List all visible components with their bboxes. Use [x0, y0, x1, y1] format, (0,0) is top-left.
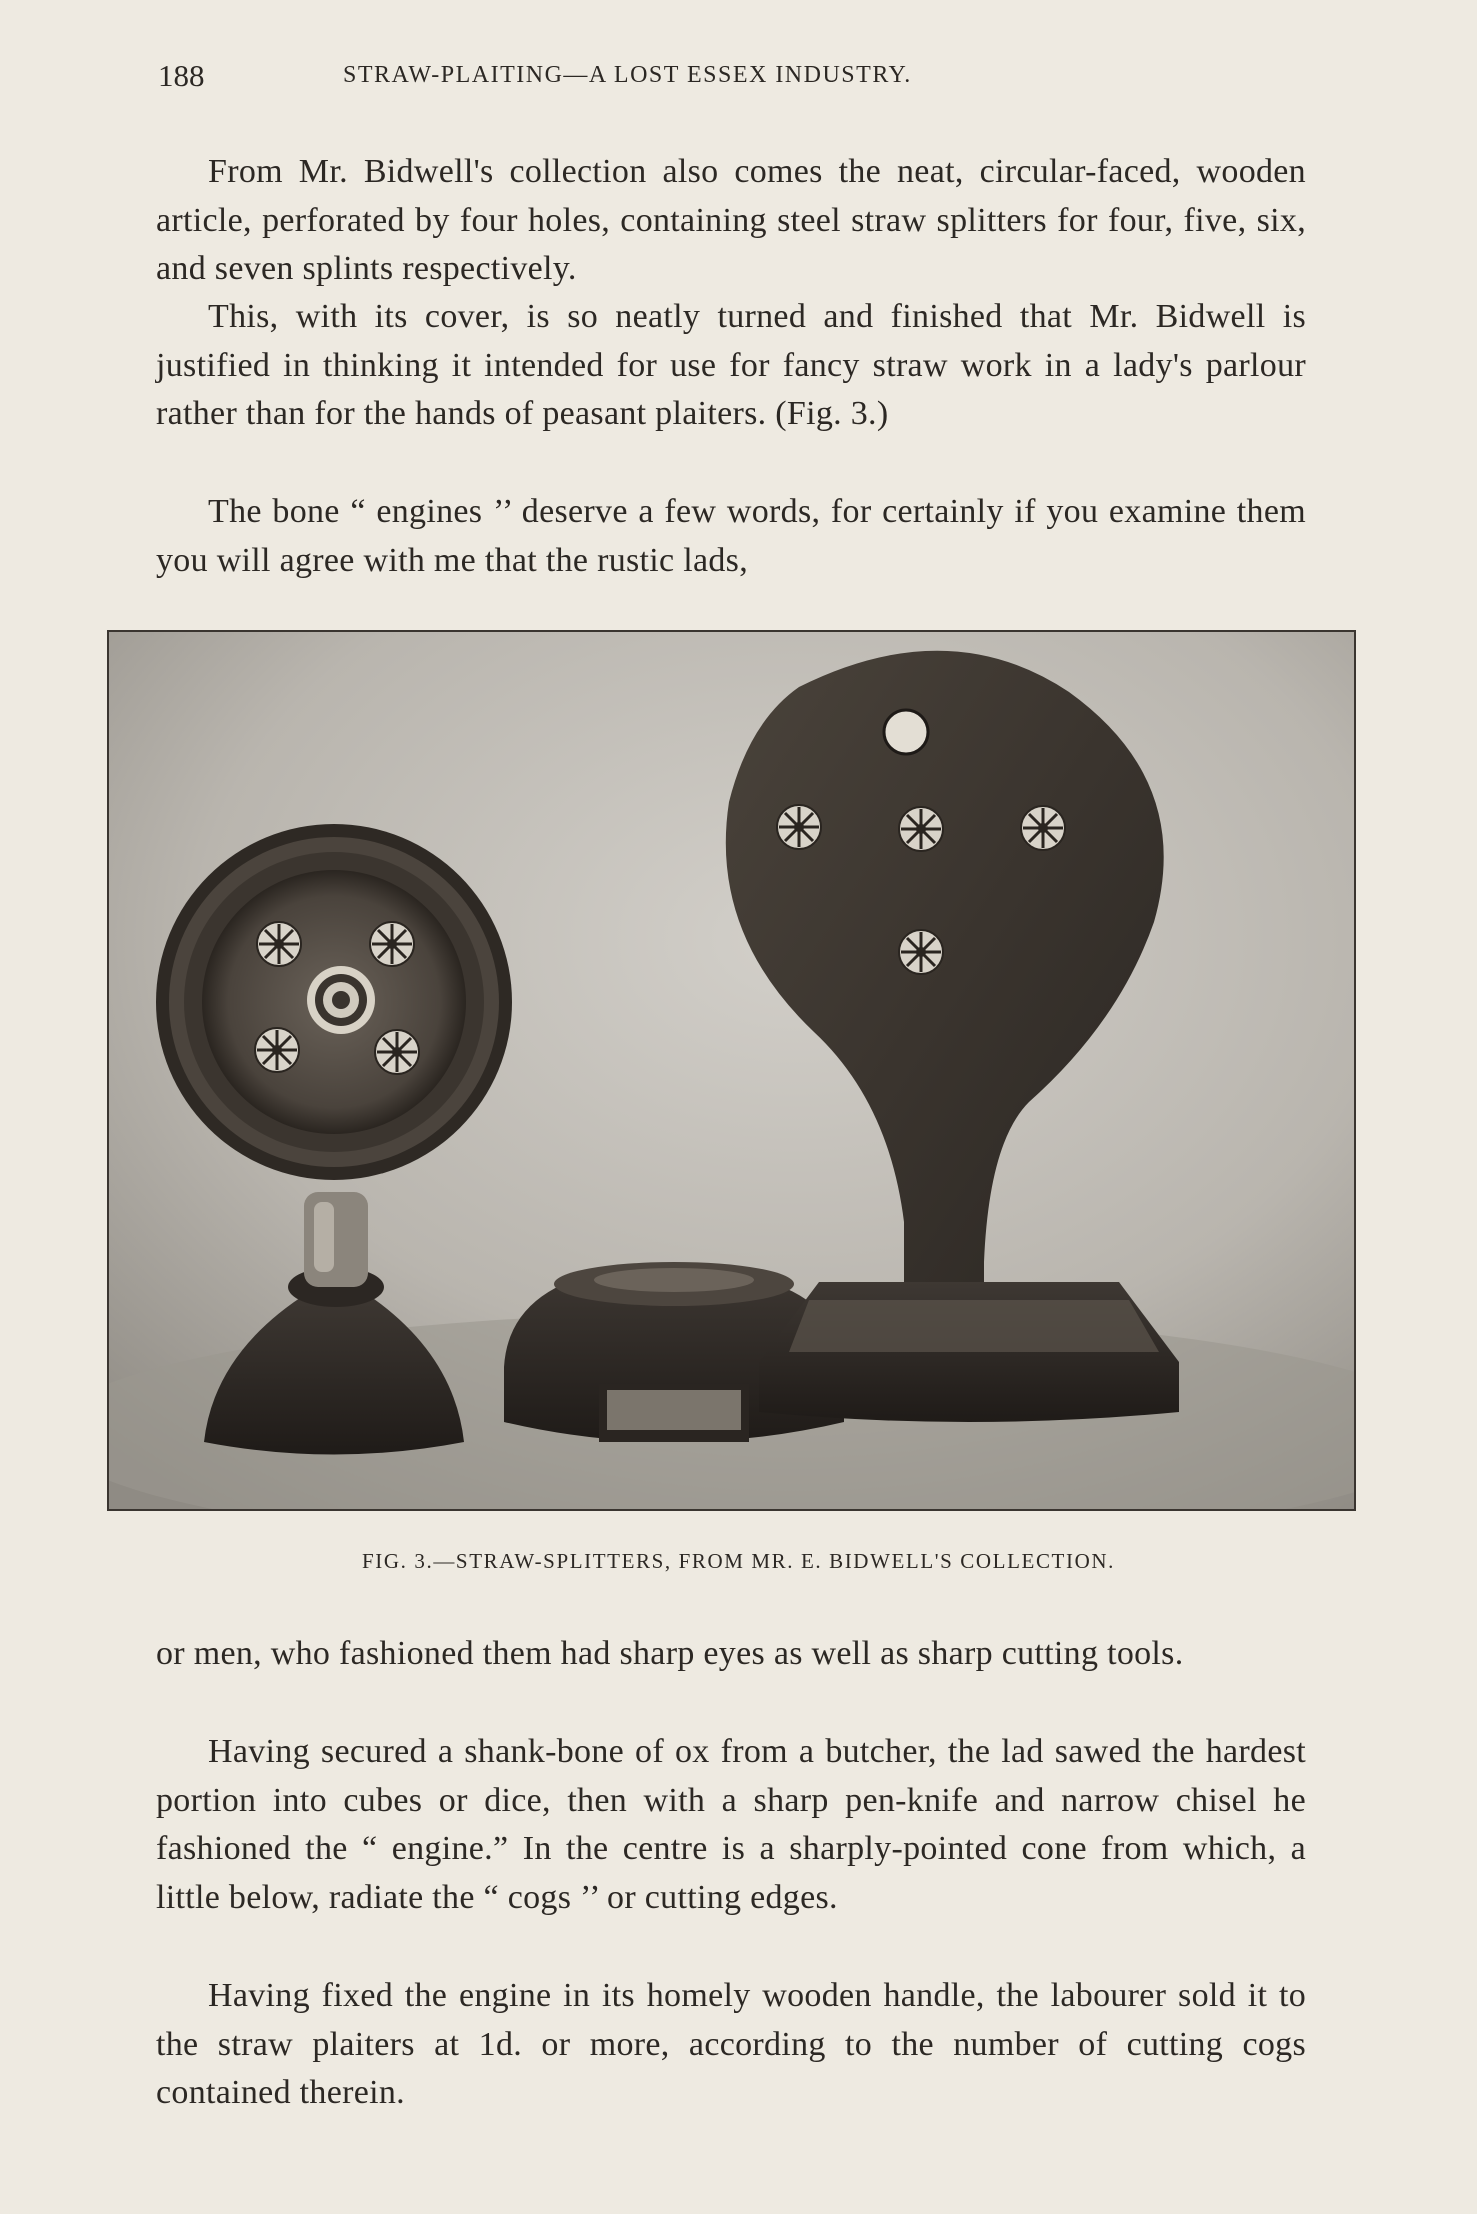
figure-photograph: [107, 630, 1356, 1511]
paragraph: From Mr. Bidwell's collection also comes the neat, circular-faced, wooden article, perforated by four holes, containing steel straw splitters for four, five, six, and seven splints respectively.: [156, 153, 1306, 287]
paragraph: Having secured a shank-bone of ox from a butcher, the lad sawed the hardest portion into cubes or dice, then with a sharp pen-knife and narrow chisel he fashioned the “ engine.” In the centre is a sharply-pointed cone from which, a little below, radiate the “ cogs ’’ or cutting edges.: [156, 1733, 1306, 1916]
straw-splitters-photo: [109, 632, 1354, 1509]
paragraph: This, with its cover, is so neatly turned and finished that Mr. Bidwell is justified in thinking it intended for use for fancy straw work in a lady's parlour rather than for the hands of peasant plaiters. (Fig. 3.): [156, 298, 1306, 432]
running-title: STRAW-PLAITING—A LOST ESSEX INDUSTRY.: [343, 62, 912, 88]
figure-caption: FIG. 3.—STRAW-SPLITTERS, FROM MR. E. BIDWELL'S COLLECTION.: [362, 1549, 1115, 1573]
paragraph: or men, who fashioned them had sharp eyes as well as sharp cutting tools.: [156, 1635, 1184, 1672]
page-number: 188: [158, 58, 205, 93]
paragraph: The bone “ engines ’’ deserve a few words, for certainly if you examine them you will agree with me that the rustic lads,: [156, 493, 1306, 579]
paragraph: Having fixed the engine in its homely wooden handle, the labourer sold it to the straw plaiters at 1d. or more, according to the number of cutting cogs contained therein.: [156, 1977, 1306, 2111]
